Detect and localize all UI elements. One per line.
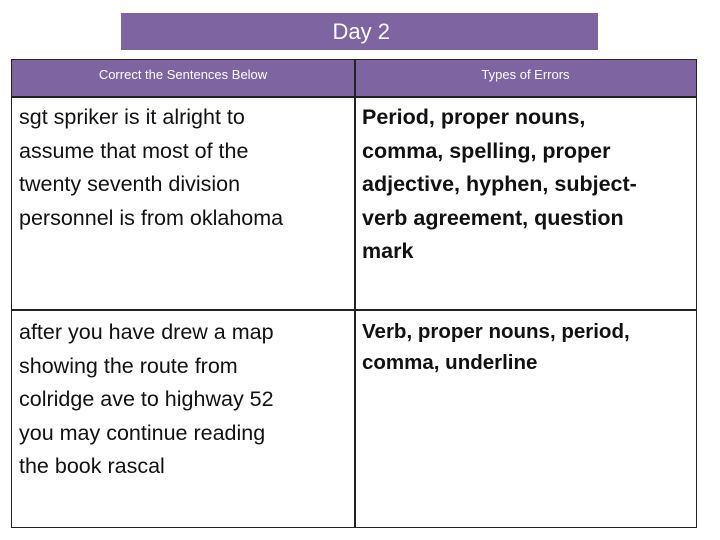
- row-2-errors: Verb, proper nouns, period, comma, underline: [362, 320, 630, 374]
- row-2-sentence: after you have drew a map showing the route from colridge ave to highway 52 you may continue reading the book rascal: [19, 320, 274, 478]
- slide-title: Day 2: [121, 13, 598, 50]
- errors-table: [11, 59, 697, 528]
- row-1-errors: Period, proper nouns, comma, spelling, proper adjective, hyphen, subject- verb agreement, question mark: [362, 105, 637, 263]
- column-divider: [354, 60, 356, 527]
- header-sentences: Correct the Sentences Below: [12, 60, 354, 96]
- header-error-types: Types of Errors: [355, 60, 696, 96]
- row-1-sentence: sgt spriker is it alright to assume that most of the twenty seventh division personnel is from oklahoma: [19, 105, 284, 230]
